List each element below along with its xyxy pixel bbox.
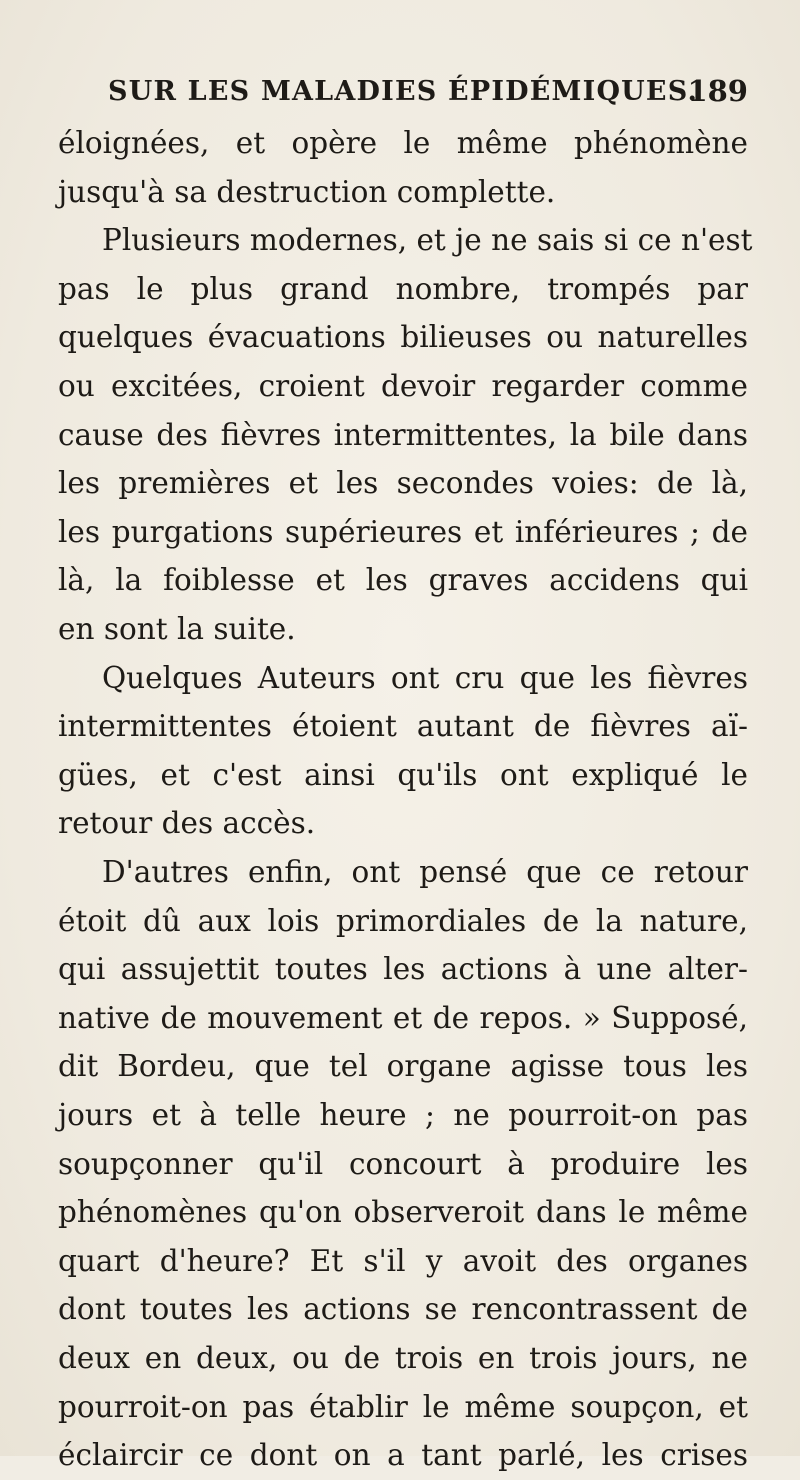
running-title: SUR LES MALADIES ÉPIDÉMIQUES. bbox=[108, 76, 699, 107]
text-line: Plusieurs modernes, et je ne sais si ce n'est bbox=[102, 223, 753, 258]
page-number: 189 bbox=[687, 74, 748, 108]
text-line: qui assujettit toutes les actions à une alter- bbox=[58, 952, 748, 987]
text-line: cause des fièvres intermittentes, la bile dans bbox=[58, 417, 748, 452]
text-line: quelques évacuations bilieuses ou naturelles bbox=[58, 320, 748, 355]
text-line: dit Bordeu, que tel organe agisse tous les bbox=[58, 1049, 748, 1084]
text-line: éclaircir ce dont on a tant parlé, les crises bbox=[58, 1438, 748, 1473]
page-header bbox=[108, 76, 748, 116]
text-line: phénomènes qu'on observeroit dans le même bbox=[58, 1195, 748, 1230]
text-line: pas le plus grand nombre, trompés par bbox=[58, 271, 748, 306]
text-line: là, la foiblesse et les graves accidens qui bbox=[58, 563, 748, 598]
text-line: quart d'heure? Et s'il y avoit des organes bbox=[58, 1243, 748, 1278]
text-line: D'autres enfin, ont pensé que ce retour bbox=[102, 855, 748, 889]
text-line: les purgations supérieures et inférieures ; de bbox=[58, 514, 748, 549]
text-line: ou excitées, croient devoir regarder comme bbox=[58, 369, 748, 403]
text-line: jours et à telle heure ; ne pourroit-on pas bbox=[58, 1098, 748, 1132]
text-line: dont toutes les actions se rencontrassent de bbox=[58, 1292, 748, 1327]
text-line: en sont la suite. bbox=[58, 612, 296, 646]
text-line: deux en deux, ou de trois en trois jours, ne bbox=[58, 1341, 748, 1375]
text-line: pourroit-on pas établir le même soupçon, et bbox=[58, 1389, 748, 1424]
text-line: intermittentes étoient autant de fièvres aï- bbox=[58, 709, 748, 744]
text-line: étoit dû aux lois primordiales de la nature, bbox=[58, 903, 748, 938]
text-line: jusqu'à sa destruction complette. bbox=[58, 174, 556, 209]
text-line: les premières et les secondes voies: de là, bbox=[58, 466, 748, 501]
text-line: éloignées, et opère le même phénomène bbox=[58, 126, 748, 160]
text-line: gües, et c'est ainsi qu'ils ont expliqué le bbox=[58, 757, 748, 792]
text-line: soupçonner qu'il concourt à produire les bbox=[58, 1146, 748, 1181]
text-line: Quelques Auteurs ont cru que les fièvres bbox=[102, 660, 748, 695]
text-line: retour des accès. bbox=[58, 806, 316, 841]
text-line: native de mouvement et de repos. » Supposé, bbox=[58, 1000, 748, 1035]
